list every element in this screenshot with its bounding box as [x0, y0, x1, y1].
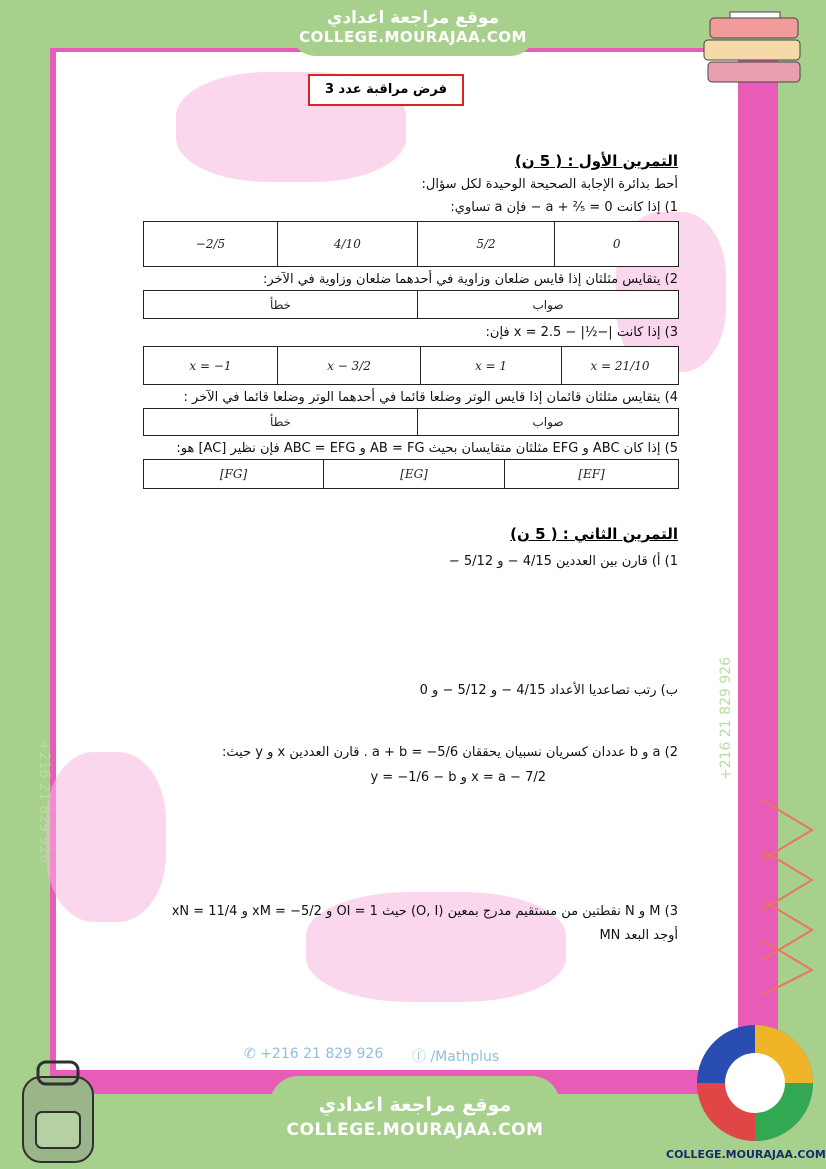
whatsapp-icon: ✆ — [244, 1046, 256, 1062]
ex1-heading: التمرين الأول : ( 5 ن) — [514, 152, 678, 170]
ex1-q5: 5) إذا كان ABC و EFG مثلثان متقايسان بحيث AB = FG و ABC = EFG فإن نظير [AC] هو: — [176, 441, 678, 456]
social-phone — [244, 1046, 383, 1062]
q3-option[interactable] — [562, 347, 679, 385]
ex1-q4-options — [143, 408, 679, 436]
q5-opt-3: [EF] — [578, 467, 605, 481]
q3-option[interactable] — [278, 347, 421, 385]
ex2-q2-equations: x = a − 7/2 و y = −1/6 − b — [370, 770, 546, 785]
ex1-q3-options — [143, 346, 679, 385]
q1-opt-1: −2/5 — [195, 237, 226, 251]
q5-option[interactable] — [324, 460, 505, 489]
q3-opt-2: x − 3/2 — [327, 358, 371, 373]
ex2-q2: 2) a و b عددان كسريان نسبيان يحققان a + b = −5/6 . قارن العددين x و y حيث: — [222, 745, 678, 760]
ex1-q5-options — [143, 459, 679, 489]
top-banner — [290, 0, 536, 56]
q1-opt-4: 0 — [612, 237, 621, 251]
q3-opt-1: x = −1 — [189, 358, 232, 373]
ex2-q1a: 1) أ) قارن بين العددين 4/15 − و 5/12 − — [448, 554, 678, 569]
q2-option-false[interactable]: خطأ — [144, 291, 418, 319]
q3-option[interactable] — [144, 347, 278, 385]
q4-option-false[interactable]: خطأ — [144, 409, 418, 436]
footer-brand: COLLEGE.MOURAJAA.COM — [666, 1148, 826, 1161]
q1-opt-3: 5/2 — [476, 237, 496, 251]
exam-title: فرض مراقبة عدد 3 — [308, 74, 464, 106]
q4-option-true[interactable]: صواب — [418, 409, 679, 436]
q5-opt-1: [FG] — [219, 467, 248, 481]
banner-bottom-arabic: موقع مراجعة اعدادي — [318, 1094, 512, 1116]
ex1-q1-options — [143, 221, 679, 267]
q1-option[interactable] — [144, 222, 278, 267]
social-page[interactable] — [412, 1046, 499, 1066]
q2-option-true[interactable]: صواب — [418, 291, 679, 319]
books-icon — [700, 8, 810, 88]
subjects-wheel-icon — [694, 1022, 816, 1144]
ex2-q1b: ب) رتب تصاعديا الأعداد 4/15 − و 5/12 − و 0 — [419, 683, 678, 698]
banner-arabic: موقع مراجعة اعدادي — [326, 8, 500, 28]
backpack-icon — [8, 1052, 108, 1167]
q1-option[interactable] — [417, 222, 555, 267]
banner-bottom-site: COLLEGE.MOURAJAA.COM — [286, 1120, 544, 1140]
chevron-decoration — [752, 790, 822, 1000]
ex1-instruction: أحط بدائرة الإجابة الصحيحة الوحيدة لكل سؤال: — [421, 177, 678, 192]
q3-opt-3: x = 1 — [474, 358, 508, 373]
q1-option[interactable] — [555, 222, 679, 267]
q1-opt-2: 4/10 — [333, 237, 361, 251]
ex1-q3: 3) إذا كانت |−½| − x = 2.5 فإن: — [485, 325, 678, 340]
ex1-q4: 4) يتقايس مثلثان قائمان إذا قايس الوتر وضلعا قائما في أحدهما الوتر وضلعا قائما في الآخر : — [183, 390, 678, 405]
ex2-q3b: أوجد البعد MN — [599, 928, 678, 943]
banner-site: COLLEGE.MOURAJAA.COM — [299, 28, 527, 46]
ex1-q1: 1) إذا كانت 0 = a + ²⁄₅ − فإن a تساوي: — [450, 200, 678, 215]
q3-opt-4: x = 21/10 — [590, 358, 650, 373]
q3-option[interactable] — [421, 347, 562, 385]
q5-option[interactable] — [144, 460, 324, 489]
side-phone-left: +216 21 829 926 — [36, 740, 52, 864]
ex1-q2-options — [143, 290, 679, 319]
social-page-text: /Mathplus — [430, 1049, 500, 1065]
bottom-banner — [270, 1076, 560, 1169]
ex2-heading: التمرين الثاني : ( 5 ن) — [510, 525, 678, 543]
ex1-q2: 2) يتقايس مثلثان إذا قايس ضلعان وزاوية في أحدهما ضلعان وزاوية في الآخر: — [262, 272, 678, 287]
q1-option[interactable] — [277, 222, 417, 267]
social-phone-text: +216 21 829 926 — [260, 1046, 384, 1062]
facebook-icon: ⓕ — [412, 1049, 426, 1065]
q5-option[interactable] — [505, 460, 679, 489]
q5-opt-2: [EG] — [400, 467, 428, 481]
ex2-q3: 3) M و N نقطتين من مستقيم مدرج بمعين (O, I) حيث OI = 1 و xM = −5/2 و xN = 11/4 — [171, 904, 678, 919]
side-phone-right: +216 21 829 926 — [718, 656, 734, 780]
